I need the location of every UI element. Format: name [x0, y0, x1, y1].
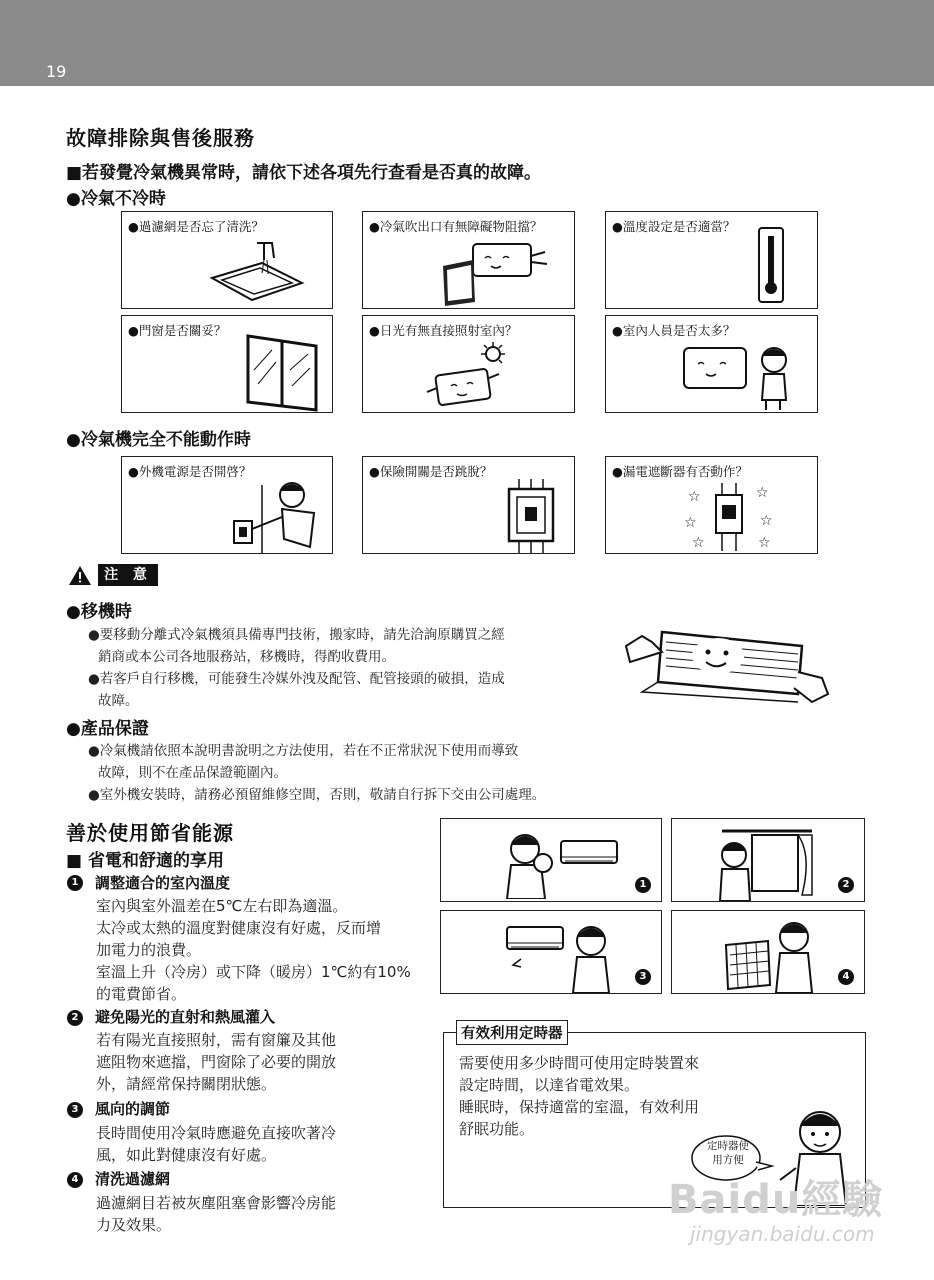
page-number: 19 — [46, 62, 67, 81]
check-sunlight-caption: ●日光有無直接照射室內？ — [369, 323, 518, 338]
warranty-line-3: ●室外機安裝時，請務必預留維修空間，否則，敬請自行拆下交由公司處理。 — [88, 787, 546, 803]
not-work-heading: ●冷氣機完全不能動作時 — [66, 430, 251, 450]
svg-text:☆: ☆ — [756, 485, 769, 501]
not-cool-heading: ●冷氣不冷時 — [66, 189, 166, 209]
tip-4-line: 力及效果。 — [96, 1216, 172, 1234]
moving-line-2: 銷商或本公司各地服務站，移機時，得酌收費用。 — [98, 649, 395, 665]
illustration-1-number: 1 — [635, 877, 651, 893]
check-outlet-caption: ●冷氣吹出口有無障礙物阻擋？ — [369, 219, 543, 234]
curtain-window-icon — [712, 825, 822, 901]
tip-2-line: 外，請經常保持關閉狀態。 — [96, 1075, 277, 1093]
check-temp-caption: ●溫度設定是否適當？ — [612, 219, 736, 234]
svg-text:☆: ☆ — [688, 489, 701, 505]
timer-title: 有效利用定時器 — [456, 1020, 568, 1045]
moving-heading: ●移機時 — [66, 602, 132, 622]
tip-4-number: 4 — [67, 1172, 83, 1188]
filter-wash-icon — [202, 238, 312, 308]
check-people-cell — [605, 315, 818, 413]
illustration-1 — [440, 818, 662, 902]
illustration-3-number: 3 — [635, 969, 651, 985]
svg-text:☆: ☆ — [692, 535, 705, 551]
check-sunlight-cell — [362, 315, 575, 413]
tip-2-body — [96, 1029, 336, 1095]
tip-1-number: 1 — [67, 875, 83, 891]
check-people-caption: ●室內人員是否太多？ — [612, 323, 736, 338]
check-leakage-caption: ●漏電遮斷器有否動作？ — [612, 464, 748, 479]
tip-3-title: 風向的調節 — [95, 1100, 171, 1118]
check-leakage-cell — [605, 456, 818, 554]
illustration-3 — [440, 910, 662, 994]
tip-3-number: 3 — [67, 1102, 83, 1118]
timer-line: 睡眠時，保持適當的室溫，有效利用 — [459, 1098, 700, 1116]
mother-child-ac-icon — [501, 827, 631, 899]
timer-line: 需要使用多少時間可使用定時裝置來 — [459, 1054, 700, 1072]
warranty-line-1: ●冷氣機請依照本說明書說明之方法使用，若在不正常狀況下使用而導致 — [88, 743, 519, 759]
section-title-energy: 善於使用節省能源 — [66, 821, 234, 845]
energy-subtitle: ■ 省電和舒適的享用 — [66, 851, 224, 871]
tip-4-body — [96, 1192, 336, 1236]
tip-1-line: 太冷或太熱的溫度對健康沒有好處，反而增 — [96, 919, 382, 937]
illustration-4-number: 4 — [838, 969, 854, 985]
timer-bubble-text — [702, 1139, 754, 1167]
check-breaker-caption: ●保險開關是否跳脫？ — [369, 464, 493, 479]
ac-sunlight-icon — [423, 342, 523, 412]
thermometer-icon — [756, 226, 786, 306]
person-switch-icon — [222, 477, 322, 553]
tip-1-line: 加電力的浪費。 — [96, 941, 202, 959]
window-icon — [242, 330, 322, 412]
warranty-line-2: 故障，則不在產品保證範圍內。 — [98, 765, 287, 781]
tip-3-body — [96, 1122, 336, 1166]
check-window-cell — [121, 315, 333, 413]
tip-3-line: 長時間使用冷氣時應避免直接吹著冷 — [96, 1124, 337, 1142]
tip-2-line: 若有陽光直接照射，需有窗簾及其他 — [96, 1031, 337, 1049]
tip-4-title: 清洗過濾網 — [95, 1170, 171, 1188]
tip-1-line: 室內與室外溫差在5℃左右即為適溫。 — [96, 897, 348, 915]
moving-line-3: ●若客戶自行移機，可能發生冷媒外洩及配管、配管接頭的破損，造成 — [88, 671, 505, 687]
check-power-cell — [121, 456, 333, 554]
timer-line: 舒眠功能。 — [459, 1120, 535, 1138]
warranty-heading: ●產品保證 — [66, 719, 149, 739]
tip-1-line: 的電費節省。 — [96, 985, 187, 1003]
check-filter-cell — [121, 211, 333, 309]
tip-2-number: 2 — [67, 1010, 83, 1026]
moving-ac-illustration — [622, 622, 832, 710]
check-filter-caption: ●過濾網是否忘了清洗？ — [128, 219, 264, 234]
tip-3-line: 風，如此對健康沒有好處。 — [96, 1146, 277, 1164]
tip-1-title: 調整適合的室內溫度 — [95, 874, 231, 892]
leakage-breaker-icon — [682, 483, 778, 551]
breaker-box-icon — [503, 479, 563, 553]
tip-1-line: 室溫上升（冷房）或下降（暖房）1℃約有10% — [96, 963, 411, 981]
check-power-caption: ●外機電源是否開啓？ — [128, 464, 252, 479]
header-band — [0, 0, 934, 86]
section-title-troubleshoot: 故障排除與售後服務 — [66, 126, 255, 150]
ac-unit-blocked-icon — [433, 236, 553, 308]
svg-text:☆: ☆ — [760, 513, 773, 529]
caution-label: 注 意 — [98, 564, 158, 586]
ac-airflow-person-icon — [501, 917, 621, 993]
troubleshoot-intro: ■若發覺冷氣機異常時，請依下述各項先行查看是否真的故障。 — [66, 163, 542, 183]
illustration-2-number: 2 — [838, 877, 854, 893]
person-filter-icon — [722, 915, 822, 993]
illustration-2 — [671, 818, 865, 902]
check-breaker-cell — [362, 456, 575, 554]
svg-text:☆: ☆ — [684, 515, 697, 531]
warning-triangle-icon — [68, 565, 92, 586]
tip-2-line: 遮阻物來遮擋，門窗除了必要的開放 — [96, 1053, 337, 1071]
baidu-watermark-logo: Baidu經驗 — [668, 1177, 884, 1223]
tip-4-line: 過濾網目若被灰塵阻塞會影響冷房能 — [96, 1194, 337, 1212]
timer-bubble-line: 用方便 — [712, 1154, 744, 1166]
svg-text:☆: ☆ — [758, 535, 771, 551]
tip-1-body — [96, 895, 411, 1005]
baidu-watermark-url: jingyan.baidu.com — [690, 1222, 875, 1246]
check-window-caption: ●門窗是否關妥？ — [128, 323, 227, 338]
illustration-4 — [671, 910, 865, 994]
ac-person-icon — [676, 338, 806, 412]
tip-2-title: 避免陽光的直射和熱風灌入 — [95, 1008, 276, 1026]
timer-body — [459, 1052, 699, 1140]
timer-line: 設定時間，以達省電效果。 — [459, 1076, 640, 1094]
check-temp-cell — [605, 211, 818, 309]
check-outlet-cell — [362, 211, 575, 309]
moving-line-1: ●要移動分離式冷氣機須具備專門技術，搬家時，請先洽詢原購買之經 — [88, 627, 505, 643]
timer-bubble-line: 定時器使 — [707, 1140, 749, 1152]
moving-line-4: 故障。 — [98, 693, 139, 709]
